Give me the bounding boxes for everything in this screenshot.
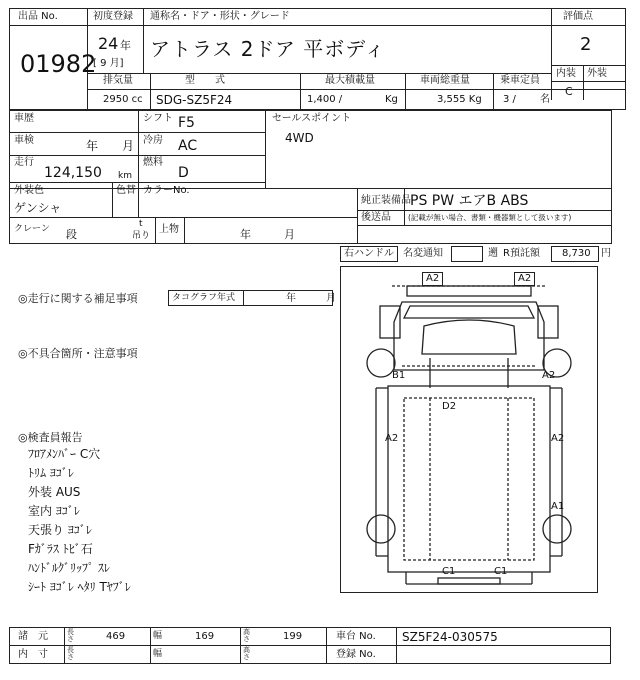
interior-dims-label: 内 寸: [18, 649, 48, 660]
recycle-deposit-value: 8,730: [562, 248, 591, 259]
max-load-value: 1,400 /: [307, 94, 343, 105]
damage-mark-rear-left-bottom: C1: [442, 566, 456, 577]
color-value: ゲンシャ: [14, 201, 62, 215]
damage-mark-front-left: A2: [422, 272, 443, 286]
interior-height-label: 高さ: [243, 646, 250, 661]
gross-weight-label: 車両総重量: [420, 75, 470, 86]
damage-mark-rear-right: A1: [551, 501, 565, 512]
recycle-deposit-label: R預託額: [503, 248, 540, 259]
aftermarket-note: (記載が無い場合、書類・機器類として扱います): [408, 213, 572, 222]
inspector-report-line: ﾌﾛｱﾒﾝﾊﾞｰ C穴: [28, 447, 101, 461]
crane-ton: t: [139, 219, 143, 229]
inspector-report-line: 外装 AUS: [28, 485, 81, 499]
upper-label: 上物: [159, 224, 179, 235]
crane-hook: 吊り: [132, 231, 151, 241]
inspector-report-line: 天張り ﾖｺﾞﾚ: [28, 523, 92, 537]
chassis-number: SZ5F24-030575: [402, 630, 498, 644]
exterior-grade-label: 外装: [587, 68, 607, 79]
reg-no-label: 登録 No.: [336, 649, 376, 660]
inspector-report-line: ﾄﾘﾑ ﾖｺﾞﾚ: [28, 466, 74, 480]
capacity-label: 乗車定員: [500, 75, 540, 86]
lot-number: 01982: [20, 50, 97, 78]
damage-mark-cab-right: A2: [542, 370, 556, 381]
damage-mark-bed-center: D2: [442, 401, 457, 412]
lot-label: 出品 No.: [18, 11, 58, 22]
damage-mark-cab-left: B1: [392, 370, 406, 381]
interior-length-label: 長さ: [67, 646, 74, 661]
damage-mark-rear-right-bottom: C1: [494, 566, 508, 577]
model-code-label: 型 式: [185, 75, 225, 86]
truck-diagram: [340, 266, 598, 593]
grade-label: 評価点: [563, 11, 593, 22]
interior-grade-label: 内装: [556, 68, 576, 79]
ac-value: AC: [178, 138, 198, 154]
fuel-value: D: [178, 165, 189, 181]
crane-stage: 段: [66, 228, 77, 241]
gross-weight-value: 3,555 Kg: [437, 94, 482, 105]
model-code-value: SDG-SZ5F24: [156, 93, 233, 107]
shift-value: F5: [178, 115, 195, 131]
inspector-report-line: ｼｰﾄ ﾖｺﾞﾚ ﾍﾀﾘ Tﾔﾌﾞﾚ: [28, 580, 131, 594]
displacement-value: 2950 cc: [103, 94, 143, 105]
tacho-value: 年 月: [286, 293, 336, 304]
first-reg-label: 初度登録: [93, 11, 133, 22]
name-change-box: [451, 246, 483, 262]
equipment-label: 純正装備品: [361, 195, 411, 206]
color-label: 外装色: [14, 185, 44, 196]
reg-year-unit: 年: [120, 39, 131, 52]
sales-point-label: セールスポイント: [272, 113, 352, 124]
fuel-label: 燃料: [143, 157, 163, 168]
overall-grade: 2: [580, 34, 592, 55]
damage-mark-bed-right: A2: [551, 433, 565, 444]
width-value: 169: [195, 631, 215, 642]
height-value: 199: [283, 631, 303, 642]
inspector-report-line: ﾊﾝﾄﾞﾙｸﾞﾘｯﾌﾟ ｽﾚ: [28, 561, 110, 575]
reg-year: 24: [98, 34, 119, 53]
running-notes-label: ◎走行に関する補足事項: [18, 292, 138, 305]
tacho-label: タコグラフ年式: [172, 293, 236, 303]
model-header: 通称名・ドア・形状・グレード: [150, 11, 290, 22]
history-label: 車歴: [14, 113, 34, 124]
equipment-value: PS PW エアB ABS: [410, 193, 529, 209]
crane-label: クレーン: [14, 224, 50, 234]
steering: 右ハンドル: [344, 248, 394, 259]
length-value: 469: [106, 631, 126, 642]
width-label: 幅: [153, 631, 163, 641]
sales-point-value: 4WD: [285, 131, 314, 145]
capacity-value: 3 /: [503, 94, 516, 105]
inspection-value: 年 月: [86, 139, 135, 153]
defect-notes-label: ◎不具合箇所・注意事項: [18, 347, 138, 360]
name-change-label: 名変通知: [403, 248, 443, 259]
displacement-label: 排気量: [103, 75, 133, 86]
height-label: 高さ: [243, 628, 250, 643]
mileage-value: 124,150: [44, 165, 102, 181]
inspector-report-line: 室内 ﾖｺﾞﾚ: [28, 504, 80, 518]
inspection-label: 車検: [14, 135, 34, 146]
inspector-report-label: ◎検査員報告: [18, 431, 83, 444]
ac-label: 冷房: [143, 135, 163, 146]
interior-width-label: 幅: [153, 649, 163, 659]
car-name: アトラス 2ドア 平ボディ: [150, 37, 386, 61]
overrun-label: 遡: [488, 248, 498, 259]
color-change-label: 色替: [116, 185, 136, 196]
inspector-report-line: Fｶﾞﾗｽ ﾄﾋﾞ石: [28, 542, 93, 556]
damage-mark-bed-left: A2: [385, 433, 399, 444]
length-label: 長さ: [67, 628, 74, 643]
chassis-label: 車台 No.: [336, 631, 376, 642]
mileage-label: 走行: [14, 157, 34, 168]
capacity-unit: 名: [540, 94, 550, 105]
reg-month: [ 9 月]: [93, 58, 124, 69]
yen-unit: 円: [601, 248, 611, 259]
interior-grade: C: [565, 85, 573, 98]
upper-value: 年 月: [240, 228, 295, 241]
max-load-unit: Kg: [385, 94, 398, 105]
mileage-unit: km: [118, 171, 132, 181]
dims-label: 諸 元: [18, 631, 48, 642]
max-load-label: 最大積載量: [325, 75, 375, 86]
aftermarket-label: 後送品: [361, 212, 391, 223]
shift-label: シフト: [143, 113, 173, 124]
damage-mark-front-right: A2: [514, 272, 535, 286]
color-code-label: カラーNo.: [143, 185, 190, 196]
